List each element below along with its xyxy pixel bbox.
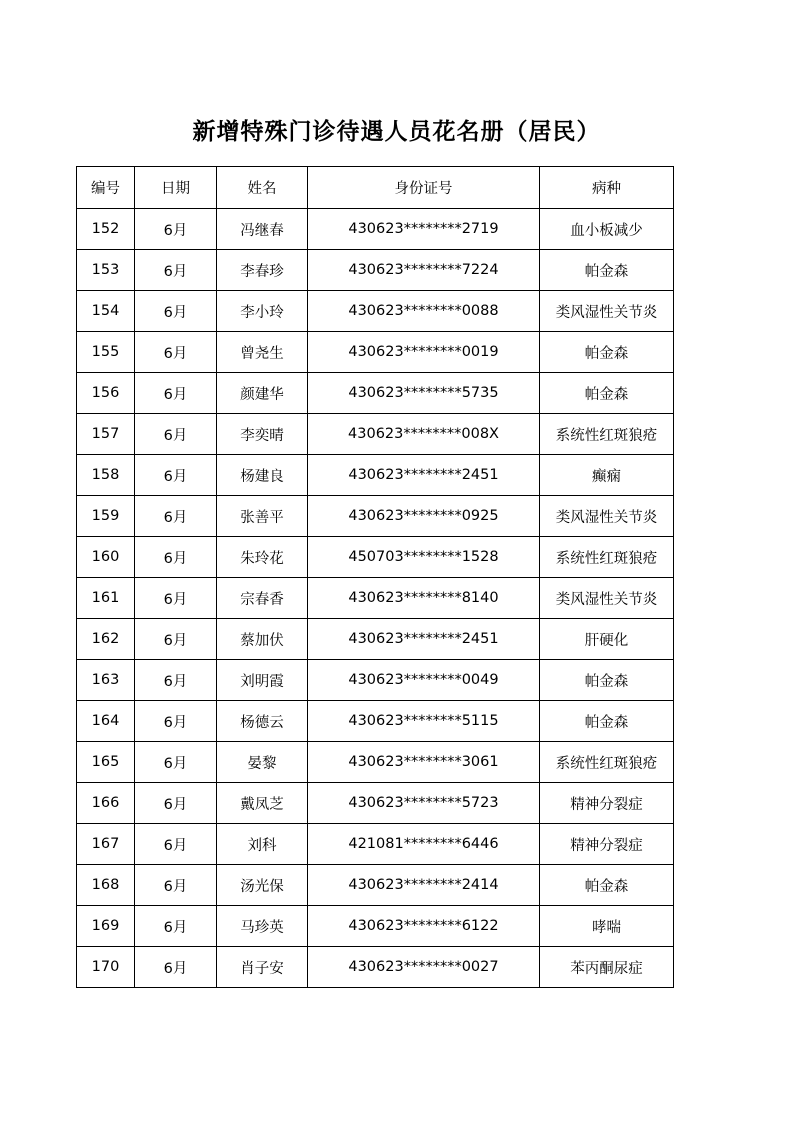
cell-name: 杨德云 (217, 701, 308, 742)
cell-number: 159 (77, 496, 135, 537)
cell-date: 6月 (135, 742, 217, 783)
cell-number: 152 (77, 209, 135, 250)
cell-date: 6月 (135, 455, 217, 496)
cell-id-number: 430623********6122 (308, 906, 540, 947)
cell-id-number: 430623********0088 (308, 291, 540, 332)
header-name: 姓名 (217, 167, 308, 209)
cell-disease: 哮喘 (540, 906, 674, 947)
cell-name: 李春珍 (217, 250, 308, 291)
cell-name: 晏黎 (217, 742, 308, 783)
cell-disease: 类风湿性关节炎 (540, 496, 674, 537)
cell-date: 6月 (135, 660, 217, 701)
cell-disease: 系统性红斑狼疮 (540, 742, 674, 783)
cell-date: 6月 (135, 332, 217, 373)
cell-id-number: 430623********3061 (308, 742, 540, 783)
cell-disease: 帕金森 (540, 332, 674, 373)
cell-id-number: 430623********0049 (308, 660, 540, 701)
table-header-row (77, 167, 674, 209)
cell-number: 161 (77, 578, 135, 619)
table-row (77, 332, 674, 373)
cell-id-number: 430623********5735 (308, 373, 540, 414)
table-row (77, 660, 674, 701)
header-number: 编号 (77, 167, 135, 209)
cell-number: 168 (77, 865, 135, 906)
cell-date: 6月 (135, 209, 217, 250)
header-date: 日期 (135, 167, 217, 209)
cell-name: 刘科 (217, 824, 308, 865)
cell-name: 马珍英 (217, 906, 308, 947)
cell-name: 张善平 (217, 496, 308, 537)
cell-disease: 精神分裂症 (540, 783, 674, 824)
cell-number: 163 (77, 660, 135, 701)
cell-date: 6月 (135, 619, 217, 660)
cell-date: 6月 (135, 414, 217, 455)
cell-name: 朱玲花 (217, 537, 308, 578)
cell-name: 蔡加伏 (217, 619, 308, 660)
table-row (77, 209, 674, 250)
table-row (77, 537, 674, 578)
cell-disease: 类风湿性关节炎 (540, 578, 674, 619)
cell-number: 154 (77, 291, 135, 332)
cell-id-number: 430623********0027 (308, 947, 540, 988)
cell-date: 6月 (135, 906, 217, 947)
table-row (77, 947, 674, 988)
cell-disease: 血小板减少 (540, 209, 674, 250)
cell-date: 6月 (135, 947, 217, 988)
cell-number: 153 (77, 250, 135, 291)
cell-name: 杨建良 (217, 455, 308, 496)
cell-disease: 肝硬化 (540, 619, 674, 660)
table-body (77, 209, 674, 988)
header-id-number: 身份证号 (308, 167, 540, 209)
cell-date: 6月 (135, 824, 217, 865)
cell-name: 戴凤芝 (217, 783, 308, 824)
table-row (77, 291, 674, 332)
cell-disease: 类风湿性关节炎 (540, 291, 674, 332)
cell-number: 155 (77, 332, 135, 373)
cell-name: 李奕晴 (217, 414, 308, 455)
cell-disease: 系统性红斑狼疮 (540, 414, 674, 455)
cell-disease: 帕金森 (540, 373, 674, 414)
cell-number: 160 (77, 537, 135, 578)
table-row (77, 455, 674, 496)
cell-disease: 癫痫 (540, 455, 674, 496)
cell-id-number: 430623********008X (308, 414, 540, 455)
cell-id-number: 430623********2414 (308, 865, 540, 906)
cell-disease: 系统性红斑狼疮 (540, 537, 674, 578)
roster-table (76, 166, 674, 988)
cell-id-number: 450703********1528 (308, 537, 540, 578)
cell-number: 162 (77, 619, 135, 660)
table-row (77, 496, 674, 537)
cell-id-number: 430623********0019 (308, 332, 540, 373)
cell-id-number: 430623********7224 (308, 250, 540, 291)
table-row (77, 824, 674, 865)
cell-disease: 帕金森 (540, 701, 674, 742)
table-row (77, 865, 674, 906)
cell-name: 宗春香 (217, 578, 308, 619)
table-row (77, 373, 674, 414)
cell-number: 170 (77, 947, 135, 988)
cell-date: 6月 (135, 250, 217, 291)
cell-name: 李小玲 (217, 291, 308, 332)
cell-date: 6月 (135, 865, 217, 906)
cell-id-number: 430623********2451 (308, 455, 540, 496)
cell-disease: 帕金森 (540, 250, 674, 291)
cell-number: 167 (77, 824, 135, 865)
cell-date: 6月 (135, 783, 217, 824)
cell-name: 曾尧生 (217, 332, 308, 373)
cell-number: 158 (77, 455, 135, 496)
table-row (77, 701, 674, 742)
table-row (77, 742, 674, 783)
table-row (77, 783, 674, 824)
cell-disease: 苯丙酮尿症 (540, 947, 674, 988)
cell-date: 6月 (135, 291, 217, 332)
cell-name: 肖子安 (217, 947, 308, 988)
cell-date: 6月 (135, 578, 217, 619)
cell-disease: 精神分裂症 (540, 824, 674, 865)
cell-date: 6月 (135, 373, 217, 414)
cell-number: 165 (77, 742, 135, 783)
cell-name: 刘明霞 (217, 660, 308, 701)
cell-name: 汤光保 (217, 865, 308, 906)
cell-number: 169 (77, 906, 135, 947)
cell-number: 166 (77, 783, 135, 824)
cell-number: 156 (77, 373, 135, 414)
cell-id-number: 421081********6446 (308, 824, 540, 865)
cell-id-number: 430623********2451 (308, 619, 540, 660)
cell-id-number: 430623********2719 (308, 209, 540, 250)
table-row (77, 906, 674, 947)
cell-disease: 帕金森 (540, 660, 674, 701)
cell-name: 颜建华 (217, 373, 308, 414)
table-row (77, 414, 674, 455)
cell-id-number: 430623********8140 (308, 578, 540, 619)
cell-disease: 帕金森 (540, 865, 674, 906)
table-row (77, 250, 674, 291)
cell-id-number: 430623********5723 (308, 783, 540, 824)
cell-id-number: 430623********0925 (308, 496, 540, 537)
cell-date: 6月 (135, 496, 217, 537)
table-row (77, 619, 674, 660)
page-title: 新增特殊门诊待遇人员花名册（居民） (192, 118, 601, 145)
cell-date: 6月 (135, 537, 217, 578)
header-disease: 病种 (540, 167, 674, 209)
cell-number: 157 (77, 414, 135, 455)
cell-name: 冯继春 (217, 209, 308, 250)
cell-date: 6月 (135, 701, 217, 742)
cell-id-number: 430623********5115 (308, 701, 540, 742)
cell-number: 164 (77, 701, 135, 742)
table-row (77, 578, 674, 619)
